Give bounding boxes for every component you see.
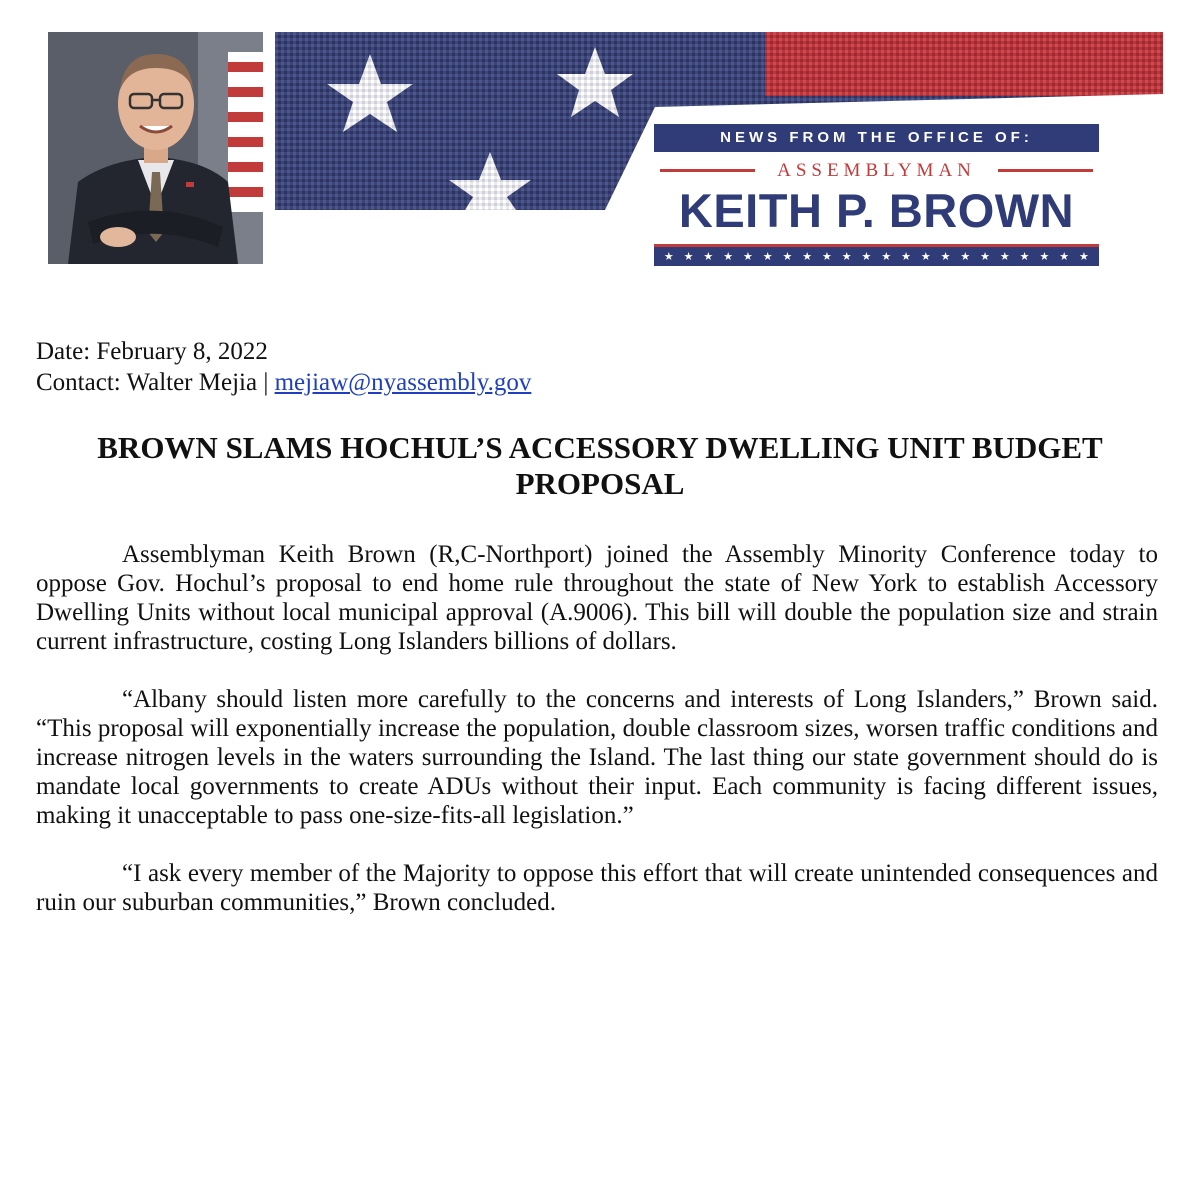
star-icon: ★: [802, 250, 813, 263]
body-paragraph: “I ask every member of the Majority to oppose this effort that will create unintended consequences and ruin our suburban communities,” Brown concluded.: [36, 860, 1158, 916]
assemblyman-title: ASSEMBLYMAN: [777, 160, 976, 181]
contact-email-link[interactable]: mejiaw@nyassembly.gov: [274, 369, 532, 396]
star-icon: ★: [762, 250, 773, 263]
headline-line-1: BROWN SLAMS HOCHUL’S ACCESSORY DWELLING UNIT BUDGET: [97, 430, 1103, 465]
headline-line-2: PROPOSAL: [515, 466, 685, 501]
star-icon: ★: [703, 250, 714, 263]
star-icon: ★: [683, 250, 694, 263]
star-icon: ★: [861, 250, 872, 263]
press-release-body: [36, 540, 1158, 946]
release-contact: [36, 367, 531, 398]
assemblyman-portrait-image: [48, 32, 263, 264]
star-icon: ★: [841, 250, 852, 263]
release-meta: [36, 336, 531, 398]
star-icon: ★: [1078, 250, 1089, 263]
star-icon: ★: [960, 250, 971, 263]
star-icon: ★: [1019, 250, 1030, 263]
star-icon: ★: [742, 250, 753, 263]
star-icon: ★: [723, 250, 734, 263]
portrait-illustration: [48, 32, 263, 264]
body-paragraph: “Albany should listen more carefully to the concerns and interests of Long Islanders,” Brown said. “This proposal will exponentially increase the population, double classroom sizes, worsen traffic conditions and increase nitrogen levels in the waters surrounding the Island. The last thing our state government should do is mandate local governments to create ADUs without their input. Each community is facing different issues, making it unacceptable to pass one-size-fits-all legislation.”: [36, 686, 1158, 829]
star-icon: ★: [663, 250, 674, 263]
press-release-headline: [30, 430, 1170, 502]
contact-name: Contact: Walter Mejia |: [36, 369, 275, 396]
star-icon: ★: [782, 250, 793, 263]
release-date: Date: February 8, 2022: [36, 338, 268, 365]
star-icon: ★: [822, 250, 832, 263]
star-icon: ★: [980, 250, 991, 263]
star-icon: ★: [881, 250, 892, 263]
star-icon: ★: [901, 250, 911, 263]
star-icon: ★: [999, 250, 1010, 263]
star-strip: [654, 244, 1099, 266]
body-paragraph: Assemblyman Keith Brown (R,C-Northport) joined the Assembly Minority Conference today to oppose Gov. Hochul’s proposal to end home rule throughout the state of New York to establish Accessory Dwelling Units without local municipal approval (A.9006). This bill will double the population size and strain current infrastructure, costing Long Islanders billions of dollars.: [36, 541, 1158, 655]
news-from-banner: NEWS FROM THE OFFICE OF:: [654, 124, 1099, 152]
star-icon: ★: [940, 250, 951, 263]
star-icon: ★: [1039, 250, 1050, 263]
star-icon: ★: [920, 250, 931, 263]
office-nameplate: [654, 124, 1099, 266]
press-release-header: [0, 0, 1200, 290]
assemblyman-name: KEITH P. BROWN: [678, 184, 1075, 237]
star-icon: ★: [1059, 250, 1070, 263]
